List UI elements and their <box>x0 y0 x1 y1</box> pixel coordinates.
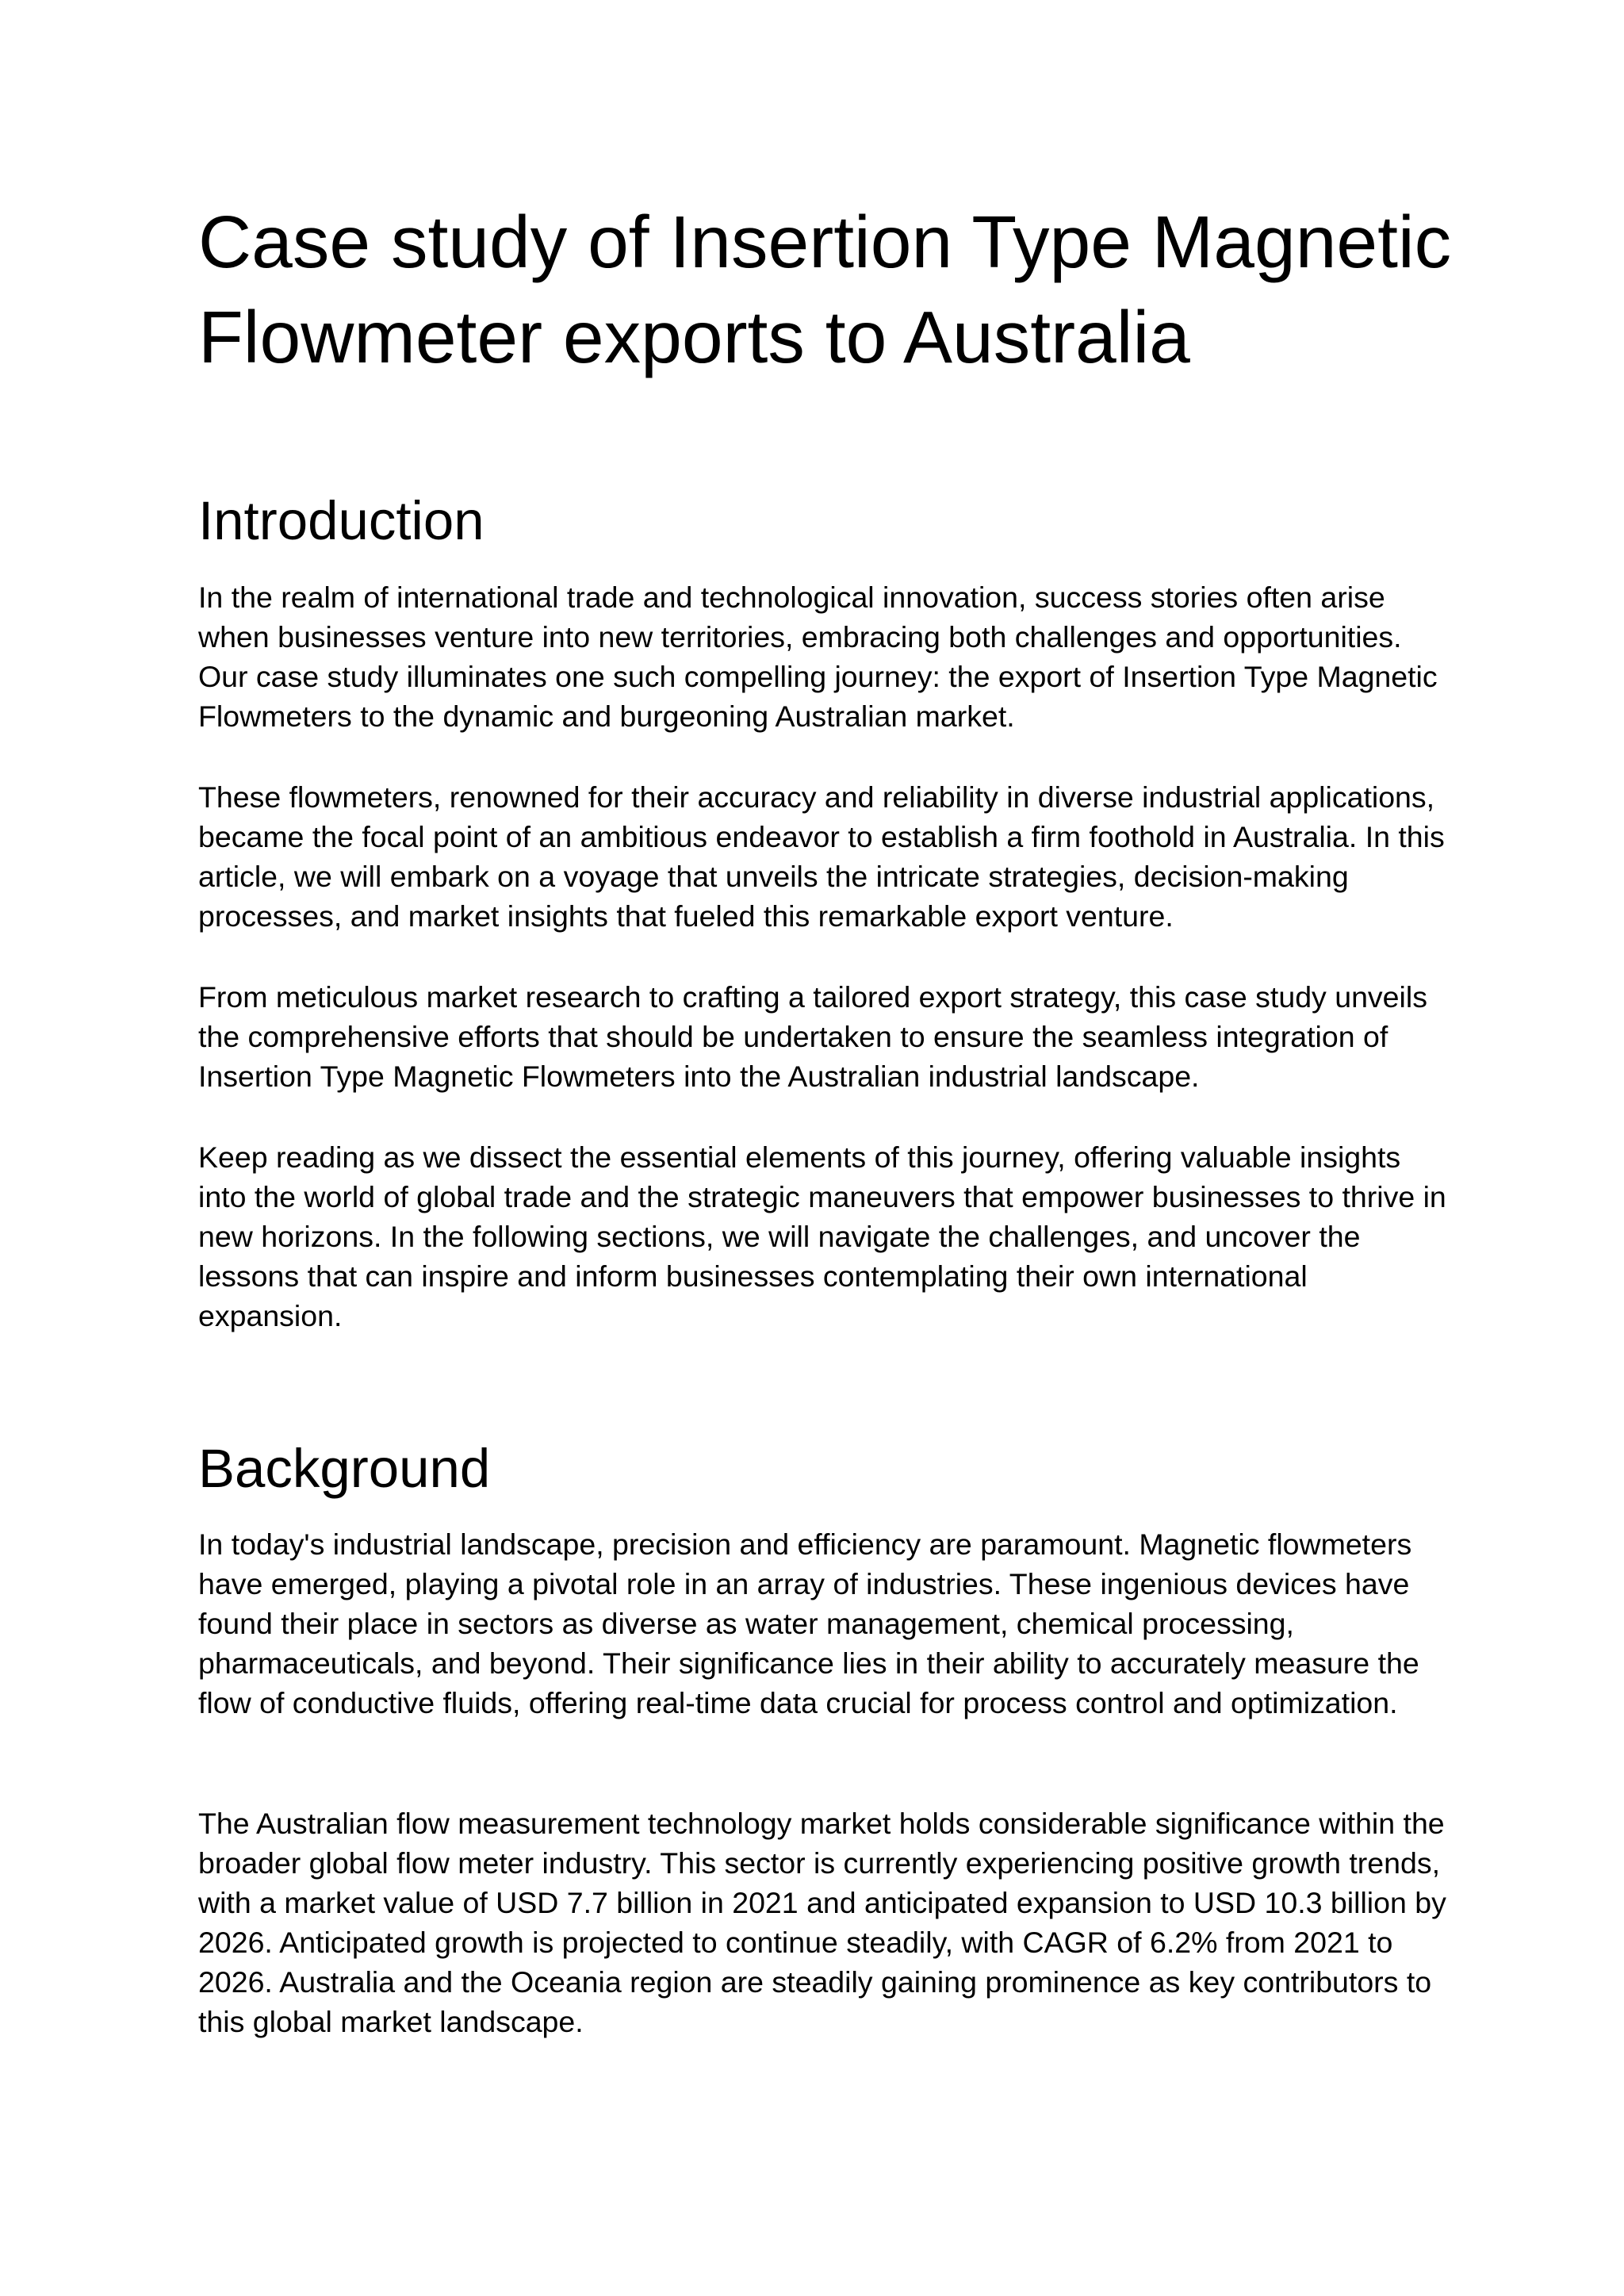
introduction-paragraph-4: Keep reading as we dissect the essential elements of this journey, offering valuable insights into the world of global trade and the strategic maneuvers that empower businesses to thrive in new horizons. In the following sections, we will navigate the challenges, and uncover the lessons that can inspire and inform businesses contemplating their own international expansion. <box>198 1140 1446 1332</box>
document-title: Case study of Insertion Type Magnetic Flowmeter exports to Australia <box>198 201 1452 378</box>
section-heading-background: Background <box>198 1438 491 1499</box>
section-heading-introduction: Introduction <box>198 490 485 551</box>
background-paragraph-1: In today's industrial landscape, precision and efficiency are paramount. Magnetic flowmeters have emerged, playing a pivotal role in an array of industries. These ingenious devices have found their place in sectors as diverse as water management, chemical processing, pharmaceuticals, and beyond. Their significance lies in their ability to accurately measure the flow of conductive fluids, offering real-time data crucial for process control and optimization. <box>198 1527 1419 1719</box>
background-paragraph-2: The Australian flow measurement technology market holds considerable significance within the broader global flow meter industry. This sector is currently experiencing positive growth trends, with a market value of USD 7.7 billion in 2021 and anticipated expansion to USD 10.3 billion by 2026. Anticipated growth is projected to continue steadily, with CAGR of 6.2% from 2021 to 2026. Australia and the Oceania region are steadily gaining prominence as key contributors to this global market landscape. <box>198 1807 1446 2038</box>
introduction-paragraph-2: These flowmeters, renowned for their accuracy and reliability in diverse industrial applications, became the focal point of an ambitious endeavor to establish a firm foothold in Australia. In this article, we will embark on a voyage that unveils the intricate strategies, decision-making processes, and market insights that fueled this remarkable export venture. <box>198 780 1445 933</box>
introduction-paragraph-1: In the realm of international trade and technological innovation, success stories often arise when businesses venture into new territories, embracing both challenges and opportunities. Our case study illuminates one such compelling journey: the export of Insertion Type Magnetic Flowmeters to the dynamic and burgeoning Australian market. <box>198 581 1438 733</box>
introduction-paragraph-3: From meticulous market research to crafting a tailored export strategy, this case study unveils the comprehensive efforts that should be undertaken to ensure the seamless integration of Insertion Type Magnetic Flowmeters into the Australian industrial landscape. <box>198 980 1427 1093</box>
